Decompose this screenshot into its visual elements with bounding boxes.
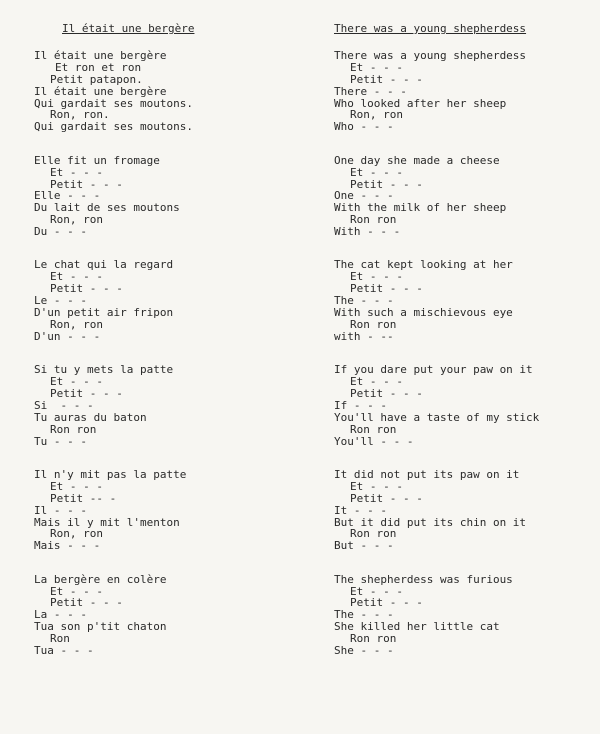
french-column	[34, 22, 274, 678]
lyric-line: Et - - -	[350, 270, 403, 284]
lyric-line: Tua son p'tit chaton	[34, 620, 167, 634]
lyric-line: Ron ron	[350, 213, 397, 227]
lyric-line: Ron	[50, 632, 70, 646]
lyric-line: Et - - -	[50, 165, 103, 179]
stanza	[34, 50, 274, 133]
lyric-line: Si - - -	[34, 398, 94, 412]
lyric-line: Elle - - -	[34, 189, 101, 203]
lyric-line: The shepherdess was furious	[334, 572, 513, 586]
stanza	[334, 469, 590, 552]
lyric-line: Du lait de ses moutons	[34, 201, 180, 215]
lyric-line: Petit patapon.	[50, 72, 143, 86]
lyric-line: Petit - - -	[350, 72, 423, 86]
lyric-line: Ron, ron	[50, 317, 103, 331]
stanza	[334, 259, 590, 342]
lyric-line: Tu - - -	[34, 434, 87, 448]
lyric-line: Ron, ron	[50, 527, 103, 541]
lyric-line: The - - -	[334, 294, 394, 308]
stanza	[334, 50, 590, 133]
lyric-line: She - - -	[334, 644, 394, 658]
lyric-line: Ron ron	[50, 422, 97, 436]
lyric-line: There was a young shepherdess	[334, 49, 527, 62]
lyric-line: Il n'y mit pas la patte	[34, 467, 187, 481]
lyric-line: Tu auras du baton	[34, 410, 147, 424]
stanza	[334, 364, 590, 447]
lyric-line: Who - - -	[334, 120, 394, 134]
lyric-line: It did not put its paw on it	[334, 467, 520, 481]
stanza	[334, 574, 590, 657]
lyric-line: If you dare put your paw on it	[334, 363, 533, 377]
stanza	[34, 364, 274, 447]
lyric-line: There - - -	[334, 84, 407, 98]
french-title: Il était une bergère	[62, 22, 195, 35]
lyric-line: Qui gardait ses moutons.	[34, 120, 193, 134]
lyric-line: Et - - -	[350, 165, 403, 179]
lyric-line: Du - - -	[34, 225, 87, 239]
stanza	[34, 469, 274, 552]
lyric-line: If - - -	[334, 398, 387, 412]
lyric-line: Elle fit un fromage	[34, 153, 160, 167]
lyric-line: But it did put its chin on it	[334, 515, 527, 529]
lyric-line: D'un petit air fripon	[34, 306, 174, 320]
english-title: There was a young shepherdess	[334, 22, 527, 35]
lyric-line: But - - -	[334, 539, 394, 553]
lyric-line: The - - -	[334, 608, 394, 622]
lyric-line: You'll - - -	[334, 434, 414, 448]
lyric-line: Et - - -	[50, 375, 103, 389]
stanza	[34, 259, 274, 342]
lyric-line: Ron, ron	[350, 108, 403, 122]
lyric-line: Et ron et ron	[55, 60, 142, 74]
lyric-line: With such a mischievous eye	[334, 306, 513, 320]
lyric-line: Petit - - -	[50, 596, 123, 610]
lyric-line: Ron ron	[350, 527, 397, 541]
lyric-line: Ron, ron	[50, 213, 103, 227]
lyric-line: Et - - -	[350, 479, 403, 493]
lyric-line: It - - -	[334, 503, 387, 517]
lyric-line: Who looked after her sheep	[334, 96, 507, 110]
lyric-line: Il était une bergère	[34, 49, 167, 62]
lyric-line: Ron ron	[350, 632, 397, 646]
stanza	[34, 574, 274, 657]
lyric-line: Il - - -	[34, 503, 87, 517]
lyric-line: Petit - - -	[350, 596, 423, 610]
lyric-line: D'un - - -	[34, 329, 101, 343]
lyric-line: Ron ron	[350, 317, 397, 331]
lyric-line: Et - - -	[50, 270, 103, 284]
stanza	[34, 155, 274, 238]
english-column	[334, 22, 590, 678]
lyric-line: Mais il y mit l'menton	[34, 515, 180, 529]
lyric-line: Et - - -	[350, 60, 403, 74]
lyric-line: with - --	[334, 329, 394, 343]
lyric-line: Et - - -	[350, 375, 403, 389]
lyric-line: You'll have a taste of my stick	[334, 410, 540, 424]
lyric-line: La - - -	[34, 608, 87, 622]
lyric-line: Si tu y mets la patte	[34, 363, 174, 377]
lyric-line: Tua - - -	[34, 644, 94, 658]
stanza	[334, 155, 590, 238]
lyric-line: Petit - - -	[50, 282, 123, 296]
lyric-line: La bergère en colère	[34, 572, 167, 586]
lyric-line: Et - - -	[50, 584, 103, 598]
lyric-line: Petit - - -	[50, 386, 123, 400]
lyric-line: Petit - - -	[350, 177, 423, 191]
lyric-line: The cat kept looking at her	[334, 258, 513, 272]
lyric-line: Qui gardait ses moutons.	[34, 96, 193, 110]
lyric-line: With the milk of her sheep	[334, 201, 507, 215]
lyric-line: One day she made a cheese	[334, 153, 500, 167]
lyric-line: Le chat qui la regard	[34, 258, 174, 272]
lyric-line: One - - -	[334, 189, 394, 203]
french-stanzas	[34, 50, 274, 657]
lyric-line: Petit - - -	[350, 386, 423, 400]
lyric-line: She killed her little cat	[334, 620, 500, 634]
lyric-line: Petit - - -	[350, 491, 423, 505]
lyric-line: Petit - - -	[50, 177, 123, 191]
lyric-line: Et - - -	[350, 584, 403, 598]
lyric-line: Ron, ron.	[50, 108, 110, 122]
lyric-line: Petit - - -	[350, 282, 423, 296]
english-stanzas	[334, 50, 590, 657]
lyric-line: Ron ron	[350, 422, 397, 436]
lyric-line: Petit -- -	[50, 491, 117, 505]
lyric-line: Il était une bergère	[34, 84, 167, 98]
lyric-line: Le - - -	[34, 294, 87, 308]
lyric-line: With - - -	[334, 225, 401, 239]
lyric-line: Mais - - -	[34, 539, 101, 553]
lyric-line: Et - - -	[50, 479, 103, 493]
